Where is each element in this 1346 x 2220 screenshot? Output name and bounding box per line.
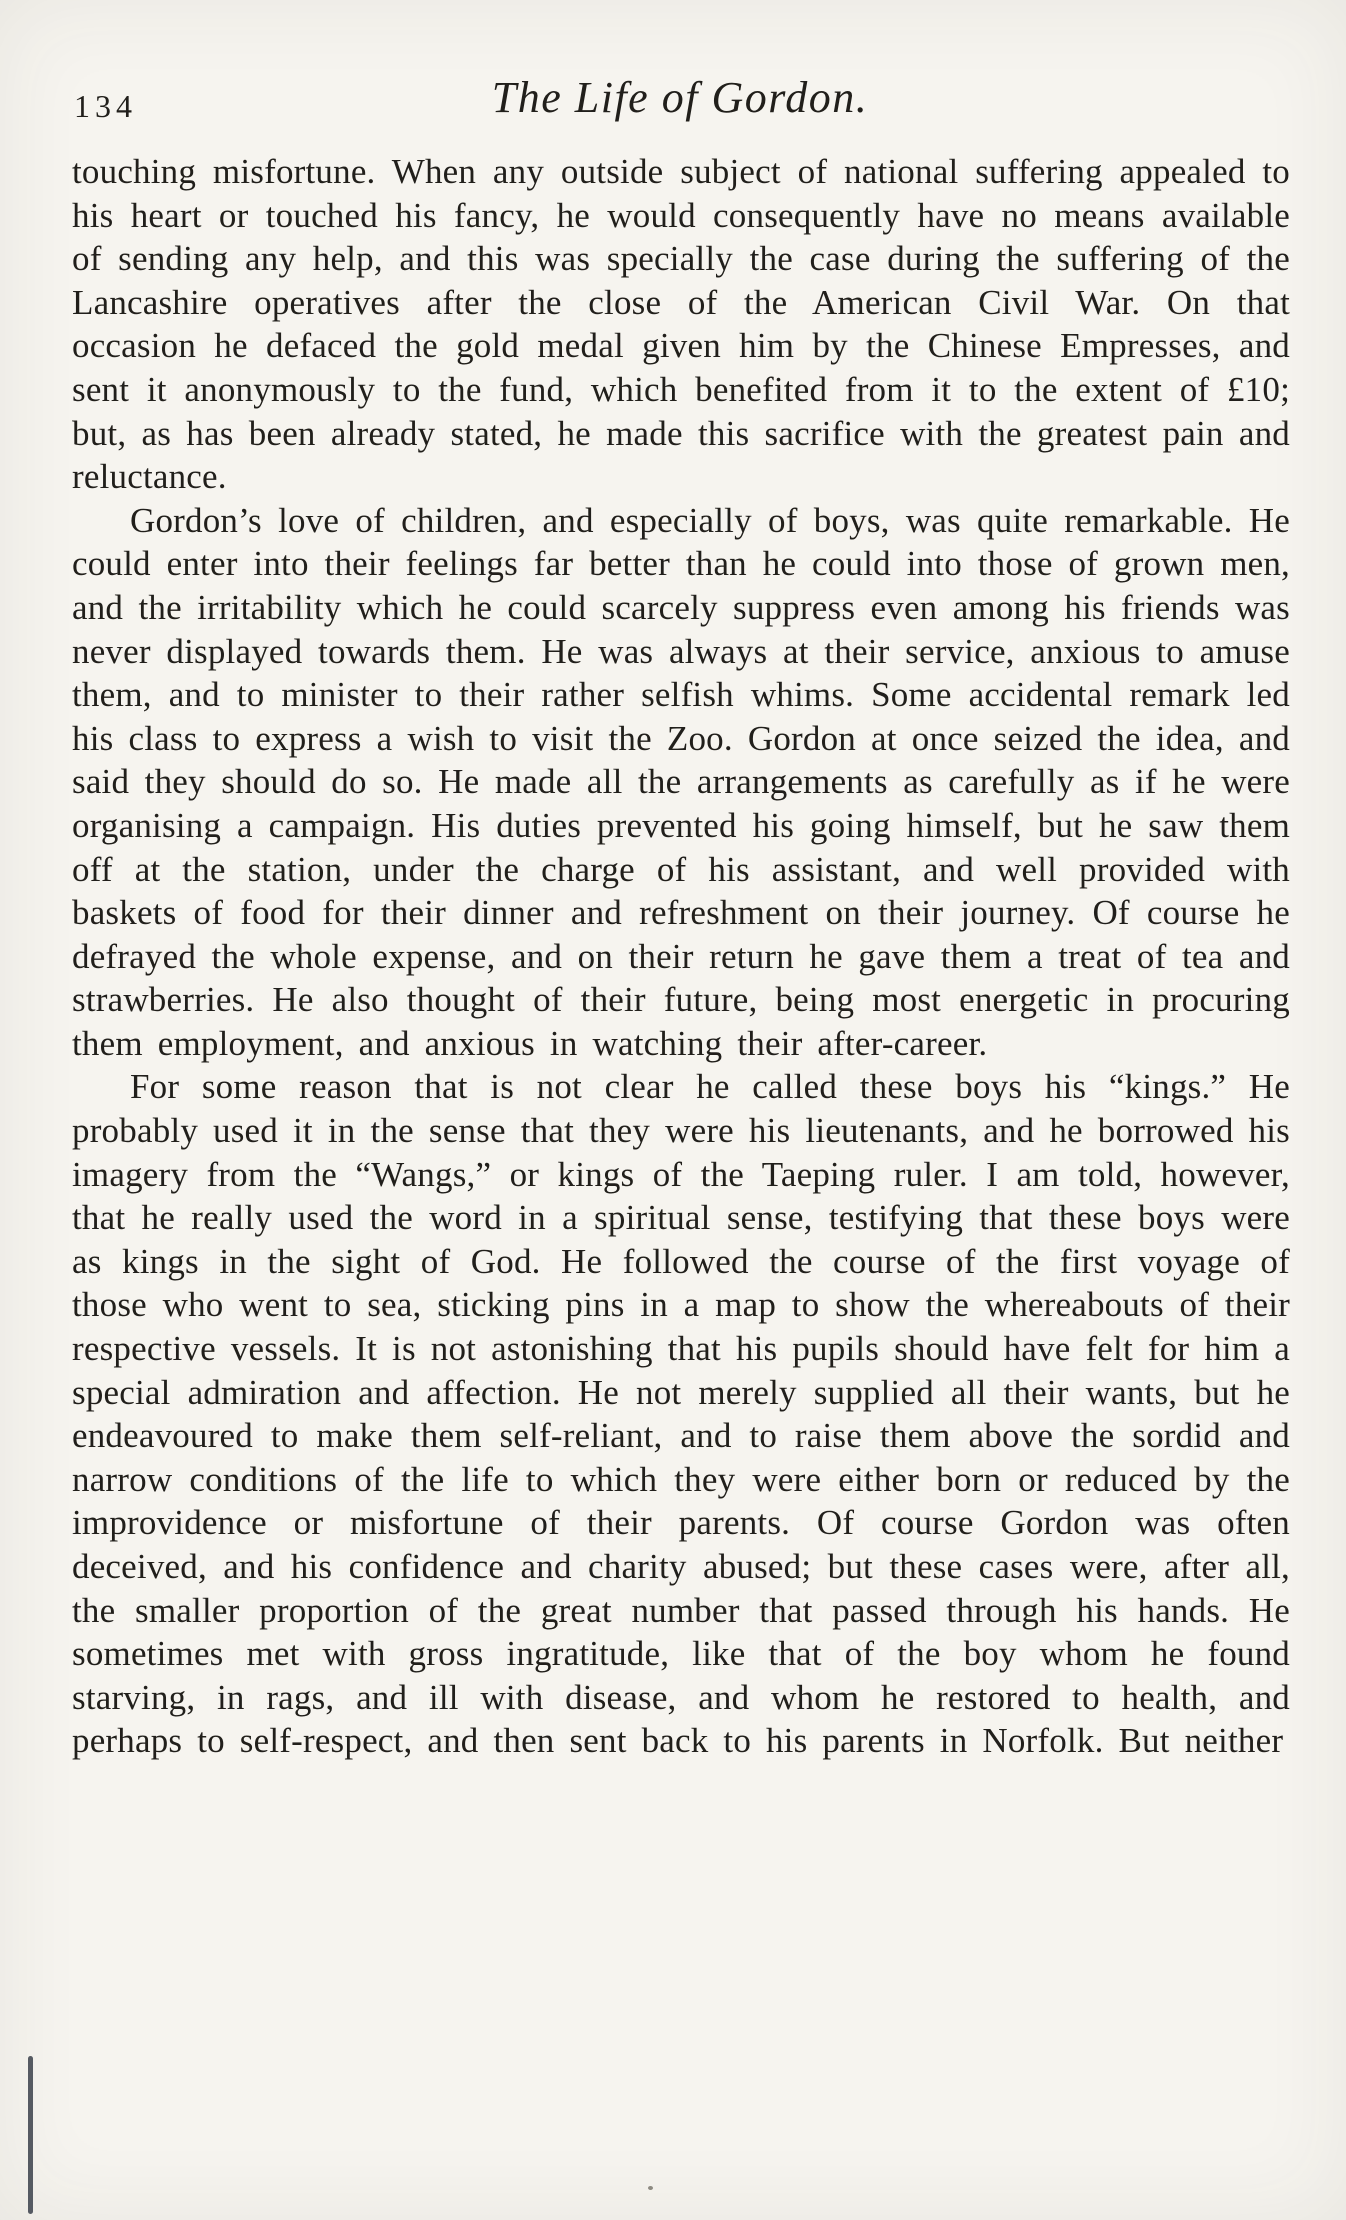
paragraph: Gordon’s love of children, and especially of boys, was quite remarkable. He could enter into their feelings far better than he could into those of grown men, and the irritability which he could scarcely suppress even among his friends was never displayed towards them. He was always at their service, anxious to amuse them, and to minister to their rather selfish whims. Some accidental remark led his class to express a wish to visit the Zoo. Gordon at once seized the idea, and said they should do so. He made all the arrangements as carefully as if he were organising a campaign. His duties prevented his going himself, but he saw them off at the station, under the charge of his assistant, and well provided with baskets of food for their dinner and refreshment on their journey. Of course he defrayed the whole expense, and on their return he gave them a treat of tea and strawberries. He also thought of their future, being most energetic in procuring them employment, and anxious in watching their after-career. xyxy=(72,500,1290,1063)
page-number: 134 xyxy=(74,88,137,124)
scan-artifact-line xyxy=(28,2056,33,2214)
running-head xyxy=(72,72,1288,142)
running-title: The Life of Gordon. xyxy=(491,73,869,122)
paragraph-continuation: touching misfortune. When any outside subject of national suffering appealed to his heart or touched his fancy, he would consequently have no means available of sending any help, and this was specially the case during the suffering of the Lancashire operatives after the close of the American Civil War. On that occasion he defaced the gold medal given him by the Chinese Empresses, and sent it anonymously to the fund, which benefited from it to the extent of £10; but, as has been already stated, he made this sacrifice with the greatest pain and reluctance. xyxy=(72,152,1290,497)
paragraph: For some reason that is not clear he called these boys his “kings.” He probably used it in the sense that they were his lieutenants, and he borrowed his imagery from the “Wangs,” or kings of the Taeping ruler. I am told, however, that he really used the word in a spiritual sense, testifying that these boys were as kings in the sight of God. He followed the course of the first voyage of those who went to sea, sticking pins in a map to show the whereabouts of their respective vessels. It is not astonishing that his pupils should have felt for him a special admiration and affection. He not merely supplied all their wants, but he endeavoured to make them self-reliant, and to raise them above the sordid and narrow conditions of the life to which they were either born or reduced by the improvidence or misfortune of their parents. Of course Gordon was often deceived, and his confidence and charity abused; but these cases were, after all, the smaller proportion of the great number that passed through his hands. He sometimes met with gross ingratitude, like that of the boy whom he found starving, in rags, and ill with disease, and whom he restored to health, and perhaps to self-respect, and then sent back to his parents in Norfolk. But neither xyxy=(72,1067,1290,1761)
page-body xyxy=(72,150,1290,1763)
scan-artifact-dot xyxy=(648,2186,653,2190)
